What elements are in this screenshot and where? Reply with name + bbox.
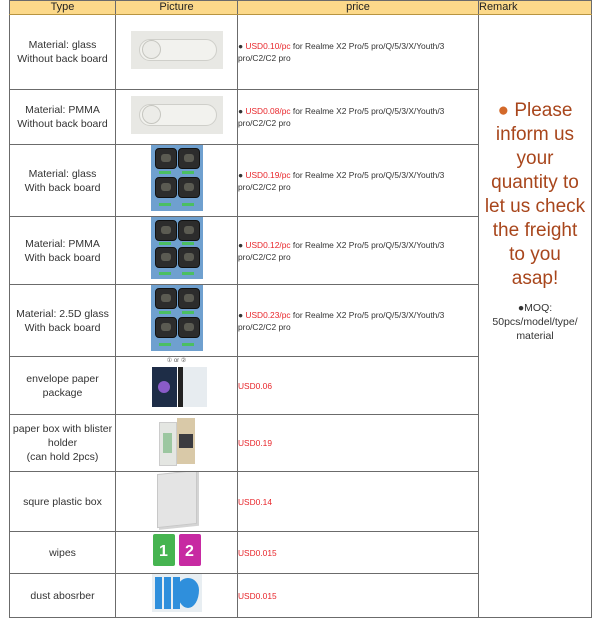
plastic-box-image xyxy=(157,472,197,529)
picture-cell xyxy=(116,15,238,90)
type-cell: Material: 2.5D glass With back board xyxy=(10,285,116,357)
bullet-icon: ● xyxy=(497,100,510,121)
remark-cell xyxy=(479,15,592,618)
price-value: USD0.19/pc xyxy=(245,169,291,180)
price-cell: ● USD0.19/pc for Realme X2 Pro/5 pro/Q/5/3/X/Youth/3 pro/C2/C2 pro xyxy=(238,145,479,217)
type-cell: Material: glass Without back board xyxy=(10,15,116,90)
table-row xyxy=(10,15,592,90)
picture-cell xyxy=(116,90,238,145)
price-value: USD0.10/pc xyxy=(245,41,291,51)
pmma-strip-image xyxy=(131,96,223,134)
envelope-package-image: ① or ② xyxy=(150,357,204,409)
type-cell: dust abosrber xyxy=(10,574,116,618)
price-cell: ● USD0.23/pc for Realme X2 Pro/5 pro/Q/5/3/X/Youth/3 pro/C2/C2 pro xyxy=(238,285,479,357)
header-remark: Remark xyxy=(479,1,592,15)
wipes-image: 1 2 xyxy=(152,533,202,567)
dust-absorber-image xyxy=(152,574,202,612)
25d-glass-back-board-image xyxy=(151,285,203,351)
pmma-back-board-image xyxy=(151,217,203,279)
price-cell: ● USD0.12/pc for Realme X2 Pro/5 pro/Q/5/3/X/Youth/3 pro/C2/C2 pro xyxy=(238,217,479,285)
header-row xyxy=(10,1,592,15)
picture-cell xyxy=(116,357,238,415)
type-cell: Material: glass With back board xyxy=(10,145,116,217)
type-cell: paper box with blister holder (can hold 2pcs) xyxy=(10,415,116,472)
header-picture: Picture xyxy=(116,1,238,15)
header-price: price xyxy=(238,1,479,15)
price-value: USD0.23/pc xyxy=(245,309,291,320)
price-value: USD0.015 xyxy=(238,590,277,601)
picture-cell xyxy=(116,415,238,472)
price-value: USD0.14 xyxy=(238,496,272,507)
price-value: USD0.12/pc xyxy=(245,239,291,250)
price-table xyxy=(9,0,592,618)
picture-cell xyxy=(116,285,238,357)
type-cell: squre plastic box xyxy=(10,472,116,532)
price-value: USD0.015 xyxy=(238,547,277,558)
price-value: USD0.06 xyxy=(238,380,272,391)
price-value: USD0.19 xyxy=(238,438,272,448)
header-type: Type xyxy=(10,1,116,15)
price-value: USD0.08/pc xyxy=(245,106,291,116)
glass-back-board-image xyxy=(151,145,203,211)
type-cell: wipes xyxy=(10,532,116,574)
price-cell: ● USD0.08/pc for Realme X2 Pro/5 pro/Q/5/3/X/Youth/3 pro/C2/C2 pro xyxy=(238,90,479,145)
price-cell: ● USD0.10/pc for Realme X2 Pro/5 pro/Q/5/3/X/Youth/3 pro/C2/C2 pro xyxy=(238,15,479,90)
picture-cell xyxy=(116,472,238,532)
type-cell: envelope paper package xyxy=(10,357,116,415)
type-cell: Material: PMMA Without back board xyxy=(10,90,116,145)
price-cell xyxy=(238,472,479,532)
price-cell xyxy=(238,415,479,472)
price-cell xyxy=(238,357,479,415)
type-cell: Material: PMMA With back board xyxy=(10,217,116,285)
glass-strip-image xyxy=(131,31,223,69)
picture-cell xyxy=(116,532,238,574)
price-cell xyxy=(238,532,479,574)
remark-message: ● Please inform us your quantity to let us check the freight to you asap! xyxy=(484,100,586,289)
picture-cell xyxy=(116,217,238,285)
picture-cell xyxy=(116,145,238,217)
moq-note: ●MOQ: 50pcs/model/type/ material xyxy=(492,302,578,342)
paper-box-image xyxy=(157,416,197,466)
picture-cell xyxy=(116,574,238,618)
price-cell xyxy=(238,574,479,618)
